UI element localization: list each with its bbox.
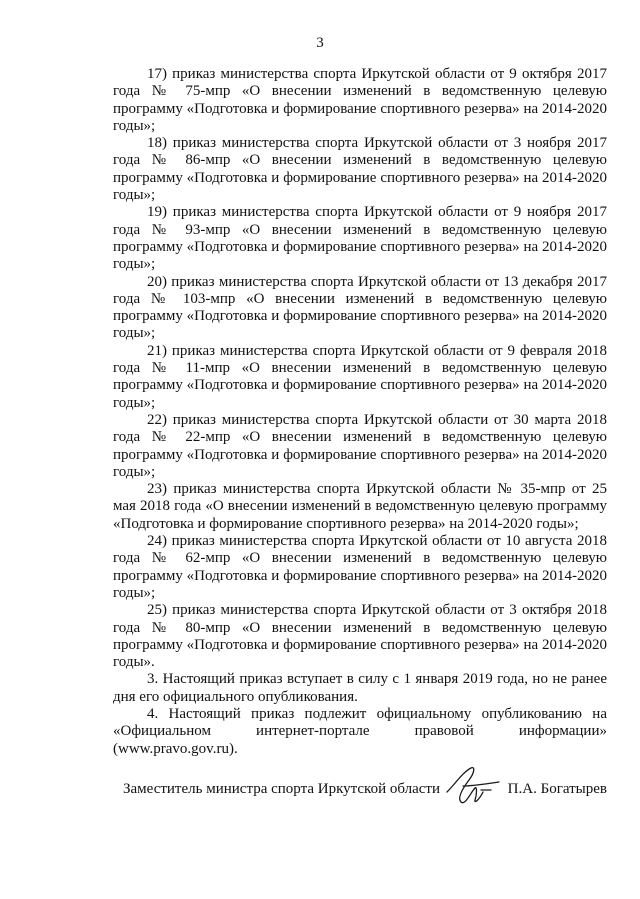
signatory-position: Заместитель министра спорта Иркутской области bbox=[123, 781, 440, 797]
signatory-name: П.А. Богатырев bbox=[507, 781, 607, 797]
list-item-18: 18) приказ министерства спорта Иркутской области от 3 ноября 2017 года № 86-мпр «О внесении изменений в ведомственную целевую программу «Подготовка и формирование спортивного резерва» на 2014-2020 годы»; bbox=[113, 135, 607, 204]
list-item-20: 20) приказ министерства спорта Иркутской области от 13 декабря 2017 года № 103-мпр «О внесении изменений в ведомственную целевую программу «Подготовка и формирование спортивного резерва» на 2014-2020 годы»; bbox=[113, 273, 607, 342]
list-item-22: 22) приказ министерства спорта Иркутской области от 30 марта 2018 года № 22-мпр «О внесении изменений в ведомственную целевую программу «Подготовка и формирование спортивного резерва» на 2014-2020 годы»; bbox=[113, 411, 607, 480]
clause-3-effective-date: 3. Настоящий приказ вступает в силу с 1 января 2019 года, но не ранее дня его официального опубликования. bbox=[113, 671, 607, 705]
list-item-24: 24) приказ министерства спорта Иркутской области от 10 августа 2018 года № 62-мпр «О внесении изменений в ведомственную целевую программу «Подготовка и формирование спортивного резерва» на 2014-2020 годы»; bbox=[113, 533, 607, 601]
list-item-25: 25) приказ министерства спорта Иркутской области от 3 октября 2018 года № 80-мпр «О внесении изменений в ведомственную целевую программу «Подготовка и формирование спортивного резерва» на 2014-2020 годы». bbox=[113, 602, 607, 671]
document-body bbox=[113, 66, 607, 758]
handwritten-signature-icon bbox=[441, 762, 505, 812]
list-item-23: 23) приказ министерства спорта Иркутской области № 35-мпр от 25 мая 2018 года «О внесении изменений в ведомственную целевую программу «Подготовка и формирование спортивного резерва» на 2014-2020 годы»; bbox=[113, 481, 607, 532]
signature-block bbox=[123, 776, 607, 816]
list-item-21: 21) приказ министерства спорта Иркутской области от 9 февраля 2018 года № 11-мпр «О внесении изменений в ведомственную целевую программу «Подготовка и формирование спортивного резерва» на 2014-2020 годы»; bbox=[113, 342, 607, 411]
clause-4-publication: 4. Настоящий приказ подлежит официальному опубликованию на «Официальном интернет-портале правовой информации» (www.pravo.gov.ru). bbox=[113, 705, 607, 757]
list-item-19: 19) приказ министерства спорта Иркутской области от 9 ноября 2017 года № 93-мпр «О внесении изменений в ведомственную целевую программу «Подготовка и формирование спортивного резерва» на 2014-2020 годы»; bbox=[113, 204, 607, 273]
list-item-17: 17) приказ министерства спорта Иркутской области от 9 октября 2017 года № 75-мпр «О внесении изменений в ведомственную целевую программу «Подготовка и формирование спортивного резерва» на 2014-2020 годы»; bbox=[113, 66, 607, 134]
page-number: 3 bbox=[316, 35, 324, 51]
